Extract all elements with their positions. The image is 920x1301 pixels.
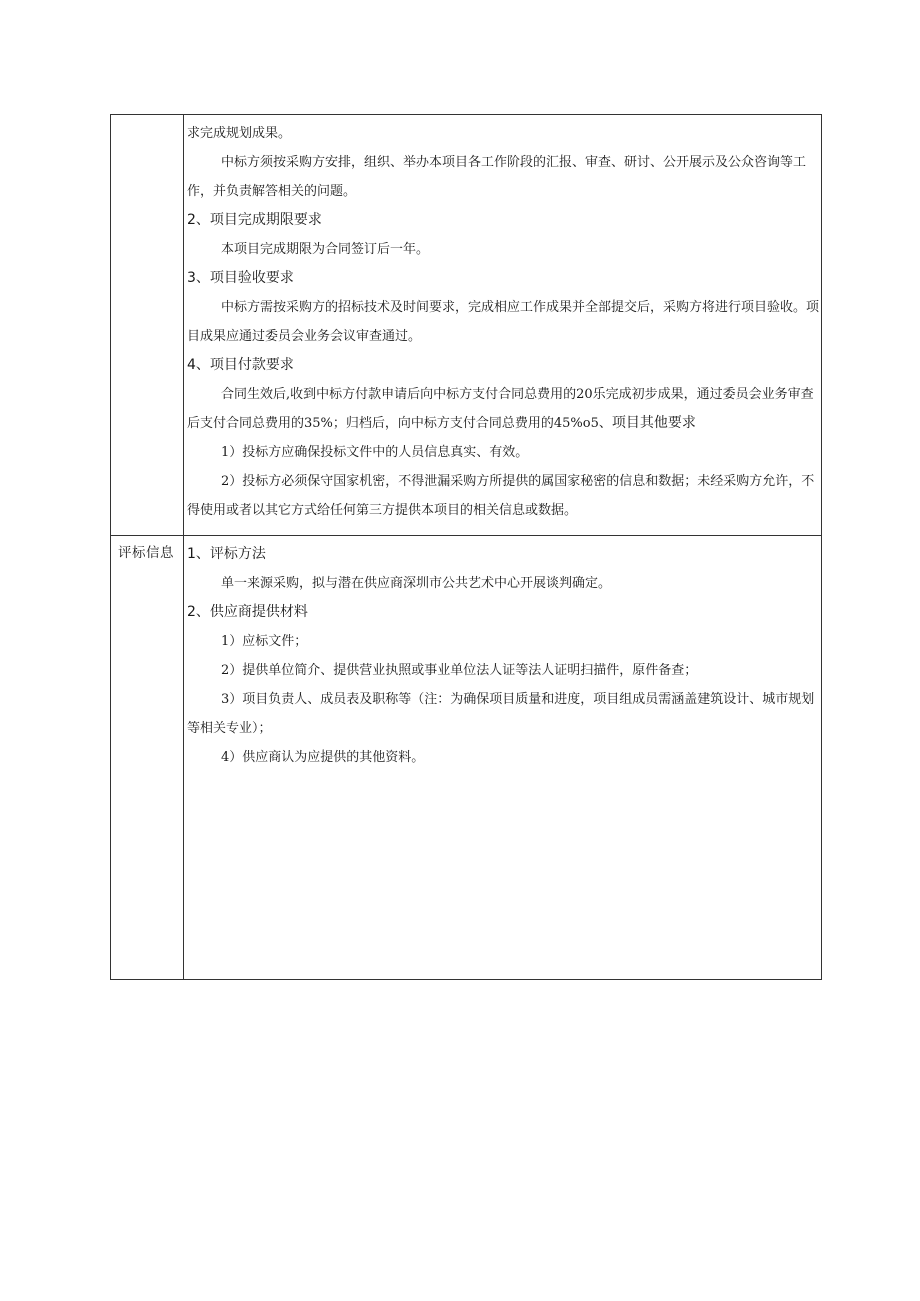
paragraph: 1）投标方应确保投标文件中的人员信息真实、有效。 — [221, 445, 529, 460]
evaluation-row — [111, 536, 822, 980]
paragraph: 单一来源采购，拟与潜在供应商深圳市公共艺术中心开展谈判确定。 — [221, 576, 612, 591]
paragraph: 1）应标文件； — [221, 634, 308, 649]
paragraph: 中标方须按采购方安排，组织、举办本项目各工作阶段的汇报、审查、研讨、公开展示及公众咨询等工作，并负责解答相关的问题。 — [187, 155, 807, 199]
section-heading: 3、项目验收要求 — [187, 270, 294, 286]
evaluation-label-cell — [111, 536, 184, 980]
paragraph: 求完成规划成果。 — [187, 126, 292, 141]
row-label: 评标信息 — [118, 545, 174, 561]
paragraph: 2）提供单位简介、提供营业执照或事业单位法人证等法人证明扫描件，原件备查； — [221, 663, 698, 678]
paragraph: 中标方需按采购方的招标技术及时间要求，完成相应工作成果并全部提交后，采购方将进行项目验收。项目成果应通过委员会业务会议审查通过。 — [187, 300, 820, 344]
requirements-row — [111, 115, 822, 536]
section-heading: 4、项目付款要求 — [187, 357, 294, 373]
paragraph: 3）项目负责人、成员表及职称等（注：为确保项目质量和进度，项目组成员需涵盖建筑设计、城市规划等相关专业）； — [187, 692, 815, 736]
paragraph-text: 合同生效后,收到中标方付款申请后向中标方支付合同总费用的20乐完成初步成果，通过委员会业务审查后支付合同总费用的35%；归档后，向中标方支付合同总费用的45%o5、 — [187, 387, 814, 431]
requirements-content-cell — [184, 115, 822, 536]
paragraph: 2）投标方必须保守国家机密，不得泄漏采购方所提供的属国家秘密的信息和数据；未经采购方允许，不得使用或者以其它方式给任何第三方提供本项目的相关信息或数据。 — [187, 474, 815, 518]
row-label — [111, 115, 183, 120]
paragraph — [187, 380, 819, 438]
section-heading: 1、评标方法 — [187, 546, 266, 562]
inline-heading: 项目其他要求 — [611, 415, 696, 431]
paragraph: 4）供应商认为应提供的其他资料。 — [221, 750, 425, 765]
requirements-label-cell — [111, 115, 184, 536]
document-table — [110, 114, 822, 980]
evaluation-content-cell — [184, 536, 822, 980]
section-heading: 2、供应商提供材料 — [187, 604, 308, 620]
section-heading: 2、项目完成期限要求 — [187, 212, 322, 228]
paragraph: 本项目完成期限为合同签订后一年。 — [221, 242, 430, 257]
